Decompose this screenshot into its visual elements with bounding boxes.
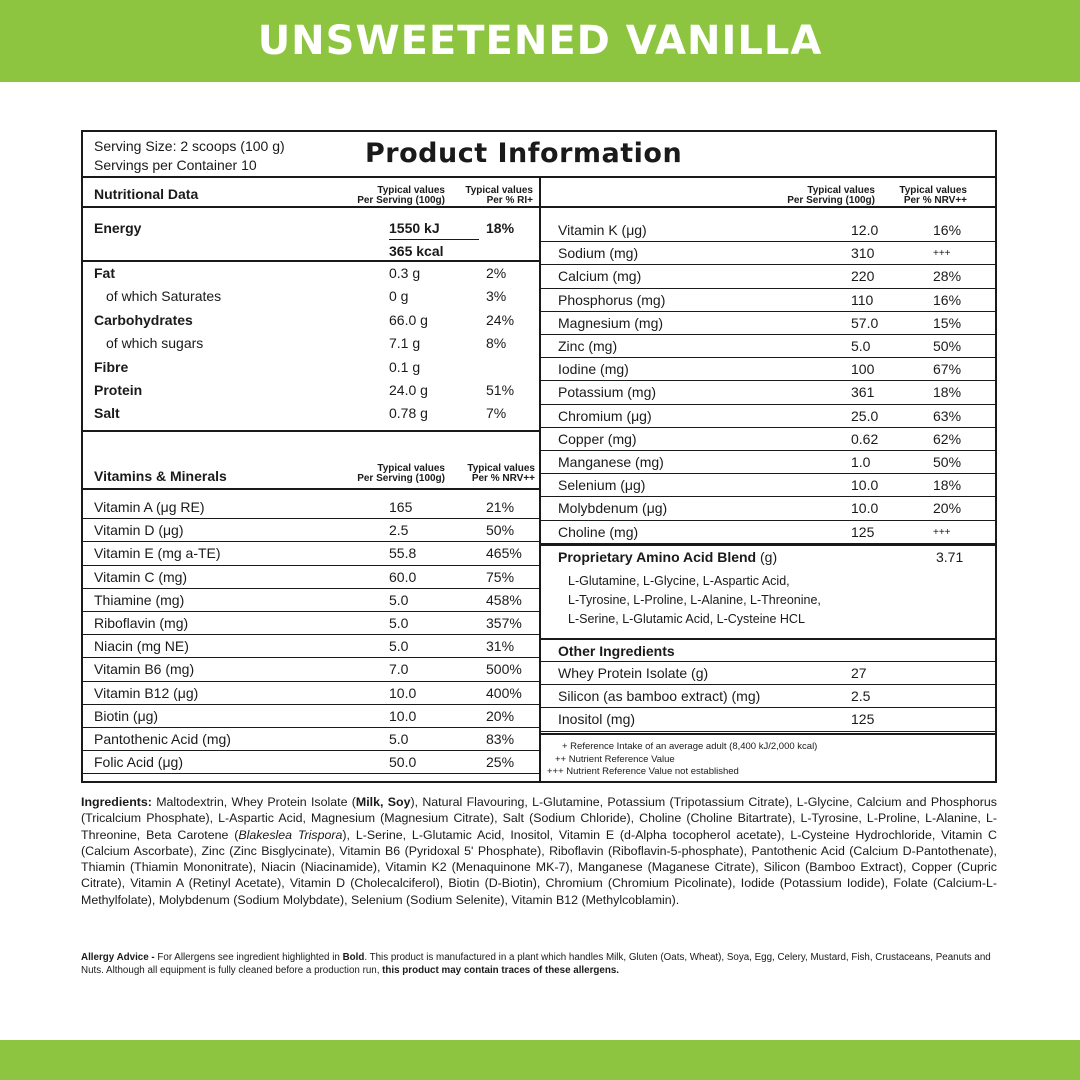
row-name: Selenium (μg) <box>558 477 646 494</box>
row-name: Niacin (mg NE) <box>94 638 189 655</box>
row-percent: 63% <box>933 407 962 424</box>
row-name: of which Saturates <box>106 288 222 305</box>
energy-row <box>83 208 539 262</box>
row-name: Vitamin C (mg) <box>94 568 188 585</box>
row-value: 361 <box>851 384 875 401</box>
row-value: 60.0 <box>389 568 417 585</box>
table-row <box>83 356 539 379</box>
row-name: Molybdenum (μg) <box>558 500 668 517</box>
amino-blend-list: L-Glutamine, L-Glycine, L-Aspartic Acid, L-Tyrosine, L-Proline, L-Alanine, L-Threonine, L-Serine, L-Glutamic Acid, L-Cysteine HCL <box>568 574 821 626</box>
row-name: Vitamin E (mg a-TE) <box>94 545 221 562</box>
table-row <box>541 265 997 288</box>
row-name: Thiamine (mg) <box>94 591 185 608</box>
nutritional-col2-header: Typical values Per % RI+ <box>465 185 533 206</box>
row-name: Folic Acid (μg) <box>94 754 183 771</box>
row-percent: 18% <box>933 477 962 494</box>
top-banner <box>0 0 1080 82</box>
row-name: Sodium (mg) <box>558 245 639 262</box>
row-percent: 67% <box>933 361 962 378</box>
row-name: Pantothenic Acid (mg) <box>94 731 231 747</box>
row-name: Protein <box>94 382 143 398</box>
row-name: Carbohydrates <box>94 311 193 328</box>
right-header <box>541 178 997 208</box>
row-percent: 8% <box>486 335 507 352</box>
row-name: Vitamin B12 (μg) <box>94 684 199 701</box>
mineral-rows <box>541 219 997 544</box>
serving-info <box>94 137 285 175</box>
amino-acid-blend <box>541 544 997 638</box>
row-name: Vitamin A (μg RE) <box>94 499 205 515</box>
table-row <box>83 542 539 565</box>
table-row <box>83 728 539 751</box>
row-percent: 16% <box>933 222 962 238</box>
right-column <box>541 178 997 783</box>
table-row <box>83 705 539 728</box>
energy-kj: 1550 kJ <box>389 220 479 240</box>
row-name: Zinc (mg) <box>558 338 618 354</box>
row-value: 100 <box>851 361 875 378</box>
row-name: Potassium (mg) <box>558 384 657 401</box>
row-percent: 51% <box>486 382 515 398</box>
row-percent: 24% <box>486 311 515 328</box>
amino-blend-title: Proprietary Amino Acid Blend (g) <box>558 549 778 565</box>
row-percent: 50% <box>933 454 962 470</box>
table-row <box>83 658 539 681</box>
table-row <box>83 566 539 589</box>
table-row <box>541 312 997 335</box>
other-ingredients-title: Other Ingredients <box>558 643 675 659</box>
row-value: 110 <box>851 291 874 308</box>
row-percent: 18% <box>933 384 962 401</box>
row-percent: 50% <box>933 338 962 354</box>
footnote-ri: + Reference Intake of an average adult (8,400 kJ/2,000 kcal) <box>562 741 818 752</box>
table-row <box>541 685 997 708</box>
row-value: 0 g <box>389 288 409 305</box>
right-col2-header: Typical values Per % NRV++ <box>899 185 967 206</box>
row-percent: 21% <box>486 499 515 515</box>
row-value: 5.0 <box>851 338 871 354</box>
row-value: 10.0 <box>851 477 879 494</box>
serving-size: Serving Size: 2 scoops (100 g) <box>94 138 285 154</box>
table-row <box>83 332 539 355</box>
row-value: 310 <box>851 245 875 262</box>
row-value: 220 <box>851 268 875 285</box>
table-row <box>83 402 539 425</box>
table-row <box>541 381 997 404</box>
row-value: 57.0 <box>851 314 879 331</box>
row-value: 25.0 <box>851 407 879 424</box>
row-name: Vitamin B6 (mg) <box>94 661 195 678</box>
table-row <box>83 496 539 519</box>
other-ingredients-rows <box>541 662 997 731</box>
row-value: 125 <box>851 523 875 540</box>
bottom-banner <box>0 1040 1080 1080</box>
product-information-title: Product Information <box>365 138 683 169</box>
row-percent: 20% <box>933 500 962 517</box>
row-value: 12.0 <box>851 222 879 238</box>
row-percent: 458% <box>486 591 522 608</box>
row-value: 5.0 <box>389 638 409 655</box>
row-value: 0.3 g <box>389 265 421 281</box>
row-name: Phosphorus (mg) <box>558 291 666 308</box>
row-name: Magnesium (mg) <box>558 314 664 331</box>
row-value: 10.0 <box>389 707 417 724</box>
nutritional-col1-header: Typical values Per Serving (100g) <box>357 185 445 206</box>
flavour-title: UNSWEETENED VANILLA <box>257 18 823 64</box>
table-row <box>83 682 539 705</box>
row-value: 5.0 <box>389 591 409 608</box>
nutritional-data-heading: Nutritional Data <box>94 186 199 202</box>
row-name: Vitamin K (μg) <box>558 222 647 238</box>
vitamins-header <box>83 430 539 490</box>
table-row <box>83 379 539 402</box>
amino-blend-value: 3.71 <box>936 549 964 565</box>
table-row <box>83 262 539 285</box>
row-name: Chromium (μg) <box>558 407 652 424</box>
vitamins-col1-header: Typical values Per Serving (100g) <box>357 463 445 484</box>
left-column <box>83 178 541 783</box>
table-row <box>83 309 539 332</box>
row-value: 5.0 <box>389 615 409 631</box>
panel-header <box>83 132 995 178</box>
row-value: 1.0 <box>851 454 871 470</box>
row-name: of which sugars <box>106 335 204 352</box>
row-name: Silicon (as bamboo extract) (mg) <box>558 688 761 705</box>
table-row <box>83 285 539 308</box>
row-value: 2.5 <box>389 522 409 539</box>
vitamins-heading: Vitamins & Minerals <box>94 468 227 484</box>
row-value: 27 <box>851 665 867 681</box>
row-value: 10.0 <box>851 500 879 517</box>
table-row <box>541 474 997 497</box>
table-row <box>541 451 997 474</box>
row-value: 0.78 g <box>389 405 428 422</box>
energy-label: Energy <box>94 220 142 236</box>
table-row <box>541 521 997 544</box>
row-name: Calcium (mg) <box>558 268 642 285</box>
table-row <box>541 242 997 265</box>
row-value: 7.1 g <box>389 335 421 352</box>
nutritional-data-header <box>83 178 539 208</box>
row-percent: +++ <box>933 248 951 260</box>
row-percent: 500% <box>486 661 522 678</box>
row-percent: 83% <box>486 731 515 747</box>
row-name: Whey Protein Isolate (g) <box>558 665 709 681</box>
table-row <box>541 428 997 451</box>
vitamins-col2-header: Typical values Per % NRV++ <box>467 463 535 484</box>
table-row <box>541 662 997 685</box>
row-name: Vitamin D (μg) <box>94 522 184 539</box>
row-percent: 15% <box>933 314 962 331</box>
table-row <box>541 358 997 381</box>
row-percent: 400% <box>486 684 522 701</box>
row-value: 10.0 <box>389 684 417 701</box>
table-row <box>541 497 997 520</box>
row-percent: 50% <box>486 522 515 539</box>
energy-pct: 18% <box>486 220 515 236</box>
footnote-nrv-not-established: +++ Nutrient Reference Value not established <box>547 766 739 777</box>
row-value: 0.1 g <box>389 358 421 375</box>
row-percent: 20% <box>486 707 515 724</box>
row-percent: 25% <box>486 754 515 771</box>
table-row <box>541 708 997 731</box>
table-row <box>541 219 997 242</box>
ingredients-text: Ingredients: Maltodextrin, Whey Protein Isolate (Milk, Soy), Natural Flavouring, L-Glutamine, Potassium (Tripotassium Citrate), L-Glycine, Calcium and Phosphorus (Tricalcium Phosphate), L-Aspartic Acid, Magnesium (Magnesium Citrate), Salt (Sodium Chloride), Choline (Choline Bitartrate), L-Tyrosine, L-Proline, L-Alanine, L-Threonine, Beta Carotene (Blakeslea Trispora), L-Serine, L-Glutamic Acid, Inositol, Vitamin E (d-Alpha tocopherol acetate), L-Cysteine Hydrochloride, Vitamin C (Calcium Ascorbate), Zinc (Zinc Bisglycinate), Vitamin B6 (Pyridoxal 5' Phosphate), Riboflavin (Riboflavin-5-phosphate), Pantothenic Acid (Calcium D-Pantothenate), Thiamin (Thiamin Mononitrate), Niacin (Niacinamide), Vitamin K2 (Menaquinone MK-7), Manganese (Maganese Citrate), Silicon (Bamboo Extract), Copper (Cupric Citrate), Vitamin A (Retinyl Acetate), Vitamin D (Cholecalciferol), Biotin (D-Biotin), Chromium (Chromium Picolinate), Iodide (Potassium Iodide), Folate (Calcium-L-Methylfolate), Molybdenum (Sodium Molybdate), Selenium (Sodium Selenite), Vitamin B12 (Methylcoblamin). <box>81 795 997 907</box>
row-value: 0.62 <box>851 430 879 447</box>
row-name: Manganese (mg) <box>558 454 664 470</box>
table-row <box>83 519 539 542</box>
row-name: Iodine (mg) <box>558 361 629 378</box>
row-percent: 62% <box>933 430 962 447</box>
row-value: 125 <box>851 711 875 728</box>
row-percent: +++ <box>933 526 951 538</box>
table-row <box>541 289 997 312</box>
row-value: 50.0 <box>389 754 417 771</box>
footnote-nrv: ++ Nutrient Reference Value <box>555 753 675 765</box>
row-value: 2.5 <box>851 688 871 705</box>
row-value: 66.0 g <box>389 311 428 328</box>
table-row <box>83 612 539 635</box>
vitamin-rows <box>83 496 539 783</box>
row-name: Copper (mg) <box>558 430 637 447</box>
allergy-advice: Allergy Advice - For Allergens see ingredient highlighted in Bold. This product is manufactured in a plant which handles Milk, Gluten (Oats, Wheat), Soya, Egg, Celery, Mustard, Fish, Crustaceans, Peanuts and Nuts. Although all equipment is fully cleaned before a production run, this product may contain traces of these allergens. <box>81 952 991 976</box>
row-value: 5.0 <box>389 731 409 747</box>
row-name: Inositol (mg) <box>558 711 636 728</box>
row-percent: 357% <box>486 615 522 631</box>
right-col1-header: Typical values Per Serving (100g) <box>787 185 875 206</box>
row-percent: 31% <box>486 638 515 655</box>
row-name: Riboflavin (mg) <box>94 615 189 631</box>
row-name: Choline (mg) <box>558 523 639 540</box>
row-name: Fat <box>94 265 115 281</box>
row-percent: 16% <box>933 291 962 308</box>
servings-per-container: Servings per Container 10 <box>94 157 257 173</box>
row-name: Salt <box>94 405 120 422</box>
row-percent: 28% <box>933 268 962 285</box>
row-value: 165 <box>389 499 413 515</box>
row-value: 55.8 <box>389 545 417 562</box>
row-percent: 465% <box>486 545 522 562</box>
row-name: Biotin (μg) <box>94 707 159 724</box>
row-percent: 7% <box>486 405 507 422</box>
table-row <box>541 405 997 428</box>
other-ingredients-header <box>541 638 997 662</box>
row-percent: 3% <box>486 288 507 305</box>
row-value: 7.0 <box>389 661 409 678</box>
row-value: 24.0 g <box>389 382 428 398</box>
footnotes <box>541 733 997 783</box>
row-percent: 2% <box>486 265 507 281</box>
row-percent: 75% <box>486 568 515 585</box>
nutritional-rows <box>83 262 539 430</box>
table-row <box>83 751 539 774</box>
table-row <box>83 589 539 612</box>
energy-kcal: 365 kcal <box>389 243 444 259</box>
row-name: Fibre <box>94 358 129 375</box>
nutrition-panel <box>81 130 997 783</box>
table-row <box>541 335 997 358</box>
table-row <box>83 635 539 658</box>
